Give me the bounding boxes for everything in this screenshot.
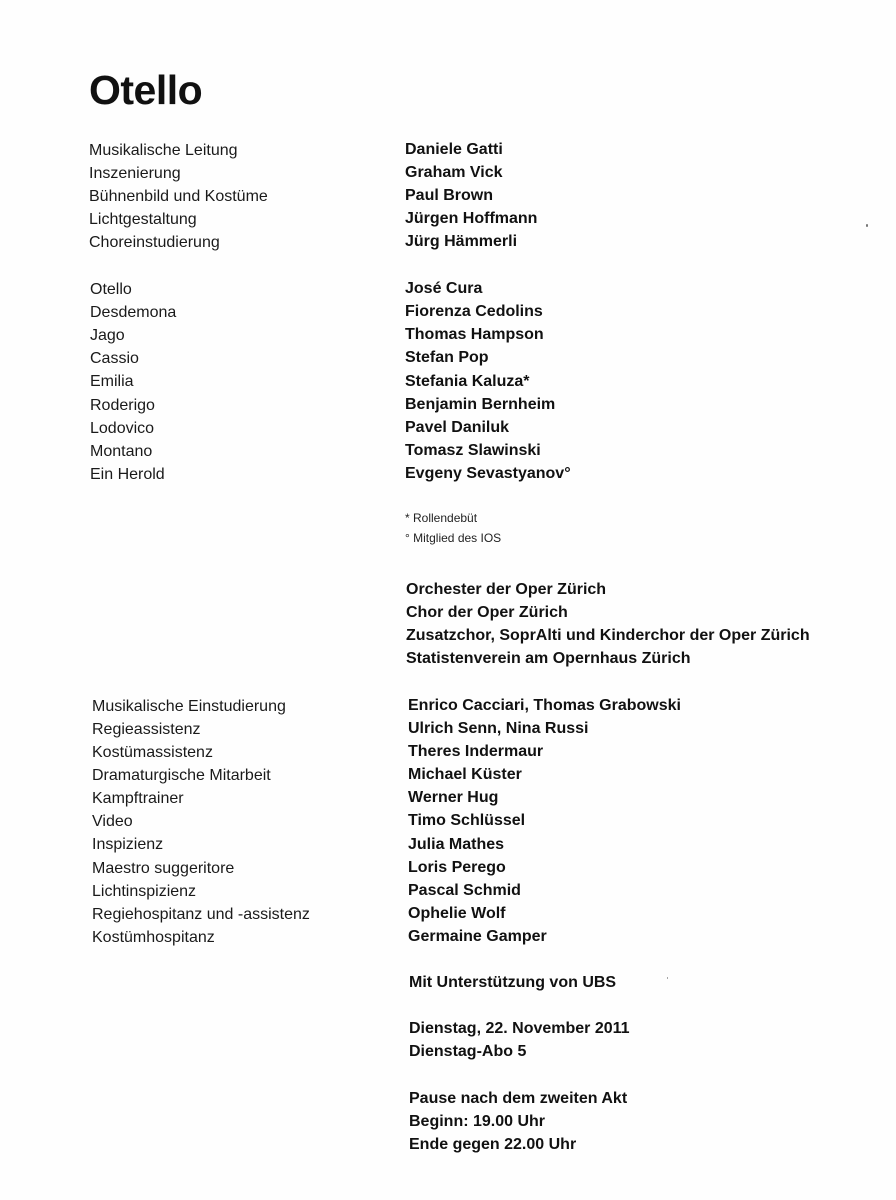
- person-name: Jürgen Hoffmann: [405, 210, 538, 227]
- ensemble-name: Chor der Oper Zürich: [406, 604, 568, 621]
- role-label: Inszenierung: [89, 165, 181, 182]
- person-name: Ophelie Wolf: [408, 905, 506, 922]
- intermission-note: Pause nach dem zweiten Akt: [409, 1090, 628, 1107]
- sponsor-note: Mit Unterstützung von UBS: [409, 974, 617, 991]
- page-title: Otello: [89, 67, 203, 113]
- person-name: Germaine Gamper: [408, 928, 547, 945]
- role-label: Jago: [90, 327, 125, 344]
- role-label: Ein Herold: [90, 466, 165, 483]
- role-label: Inspizienz: [92, 836, 164, 853]
- person-name: Fiorenza Cedolins: [405, 303, 543, 320]
- role-label: Montano: [90, 443, 153, 460]
- role-label: Regiehospitanz und -assistenz: [92, 906, 310, 923]
- end-time: Ende gegen 22.00 Uhr: [409, 1136, 577, 1153]
- ensemble-name: Orchester der Oper Zürich: [406, 581, 607, 598]
- person-name: José Cura: [405, 280, 483, 297]
- subscription: Dienstag-Abo 5: [409, 1043, 527, 1060]
- role-label: Desdemona: [90, 304, 177, 321]
- role-label: Kostümassistenz: [92, 744, 213, 761]
- person-name: Evgeny Sevastyanov°: [405, 465, 571, 482]
- role-label: Video: [92, 813, 133, 830]
- person-name: Theres Indermaur: [408, 743, 544, 760]
- role-label: Lichtgestaltung: [89, 211, 197, 228]
- role-label: Regieassistenz: [92, 721, 201, 738]
- ensemble-name: Zusatzchor, SoprAlti und Kinderchor der Oper Zürich: [406, 627, 810, 644]
- footnote-ios-member: ° Mitglied des IOS: [405, 531, 502, 545]
- person-name: Daniele Gatti: [405, 141, 503, 158]
- scan-speck: [667, 977, 668, 979]
- role-label: Cassio: [90, 350, 139, 367]
- person-name: Stefania Kaluza*: [405, 373, 530, 390]
- role-label: Kampftrainer: [92, 790, 184, 807]
- role-label: Otello: [90, 281, 132, 298]
- role-label: Maestro suggeritore: [92, 860, 235, 877]
- person-name: Paul Brown: [405, 187, 494, 204]
- role-label: Bühnenbild und Kostüme: [89, 188, 268, 205]
- role-label: Kostümhospitanz: [92, 929, 215, 946]
- role-label: Musikalische Leitung: [89, 142, 238, 159]
- footnote-debut: * Rollendebüt: [405, 511, 478, 525]
- person-name: Jürg Hämmerli: [405, 233, 518, 250]
- person-name: Julia Mathes: [408, 836, 505, 853]
- ensemble-name: Statistenverein am Opernhaus Zürich: [406, 650, 691, 667]
- person-name: Enrico Cacciari, Thomas Grabowski: [408, 697, 681, 714]
- role-label: Lichtinspizienz: [92, 883, 197, 900]
- person-name: Benjamin Bernheim: [405, 396, 556, 413]
- role-label: Musikalische Einstudierung: [92, 698, 286, 715]
- person-name: Michael Küster: [408, 766, 522, 783]
- role-label: Lodovico: [90, 420, 155, 437]
- person-name: Ulrich Senn, Nina Russi: [408, 720, 589, 737]
- role-label: Dramaturgische Mitarbeit: [92, 767, 271, 784]
- role-label: Roderigo: [90, 397, 155, 414]
- role-label: Emilia: [90, 373, 134, 390]
- role-label: Choreinstudierung: [89, 234, 220, 251]
- person-name: Pavel Daniluk: [405, 419, 510, 436]
- person-name: Graham Vick: [405, 164, 503, 181]
- person-name: Werner Hug: [408, 789, 499, 806]
- person-name: Tomasz Slawinski: [405, 442, 541, 459]
- person-name: Timo Schlüssel: [408, 812, 526, 829]
- person-name: Stefan Pop: [405, 349, 489, 366]
- person-name: Thomas Hampson: [405, 326, 544, 343]
- person-name: Pascal Schmid: [408, 882, 521, 899]
- start-time: Beginn: 19.00 Uhr: [409, 1113, 546, 1130]
- person-name: Loris Perego: [408, 859, 506, 876]
- performance-date: Dienstag, 22. November 2011: [409, 1020, 630, 1037]
- scan-speck: [866, 224, 868, 227]
